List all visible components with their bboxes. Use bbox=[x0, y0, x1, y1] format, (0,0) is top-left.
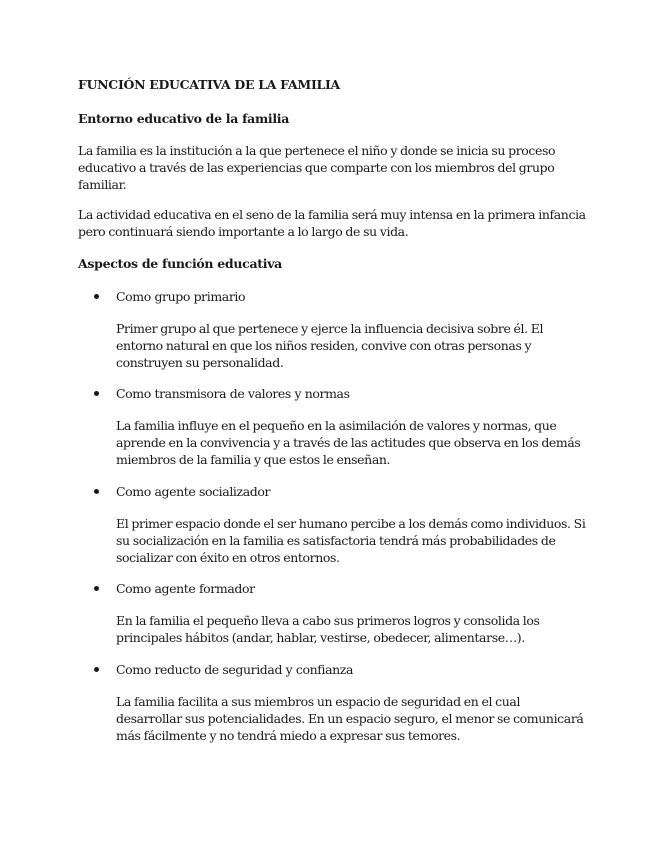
list-item-label: Como grupo primario bbox=[116, 289, 246, 304]
bullet-icon bbox=[94, 294, 99, 299]
list-item-label: Como reducto de seguridad y confianza bbox=[116, 662, 354, 677]
list-item-label: Como transmisora de valores y normas bbox=[116, 386, 350, 401]
bullet-icon bbox=[94, 667, 99, 672]
list-item-description: El primer espacio donde el ser humano percibe a los demás como individuos. Si su socialización en la familia es satisfactoria tendrá más probabilidades de socializar con éxito en otros entornos. bbox=[116, 516, 586, 565]
list-item-label: Como agente socializador bbox=[116, 484, 271, 499]
paragraph-intro: La familia es la institución a la que pertenece el niño y donde se inicia su proceso educativo a través de las experiencias que comparte con los miembros del grupo familiar. bbox=[78, 143, 556, 192]
list-item-description: Primer grupo al que pertenece y ejerce la influencia decisiva sobre él. El entorno natural en que los niños residen, convive con otras personas y construyen su personalidad. bbox=[116, 321, 544, 370]
page-title: FUNCIÓN EDUCATIVA DE LA FAMILIA bbox=[78, 77, 340, 92]
bullet-icon bbox=[94, 586, 99, 591]
bullet-icon bbox=[94, 391, 99, 396]
list-item-description: La familia influye en el pequeño en la asimilación de valores y normas, que aprende en la convivencia y a través de las actitudes que observa en los demás miembros de la familia y que estos le enseñan. bbox=[116, 418, 581, 467]
list-item-description: En la familia el pequeño lleva a cabo sus primeros logros y consolida los principales hábitos (andar, hablar, vestirse, obedecer, alimentarse…). bbox=[116, 613, 540, 645]
section-heading-aspectos: Aspectos de función educativa bbox=[78, 256, 282, 271]
bullet-icon bbox=[94, 489, 99, 494]
paragraph-actividad: La actividad educativa en el seno de la familia será muy intensa en la primera infancia pero continuará siendo importante a lo largo de su vida. bbox=[78, 207, 586, 239]
list-item-description: La familia facilita a sus miembros un espacio de seguridad en el cual desarrollar sus potencialidades. En un espacio seguro, el menor se comunicará más fácilmente y no tendrá miedo a expresar sus temores. bbox=[116, 694, 584, 743]
section-heading-entorno: Entorno educativo de la familia bbox=[78, 111, 290, 126]
list-item-label: Como agente formador bbox=[116, 581, 255, 596]
